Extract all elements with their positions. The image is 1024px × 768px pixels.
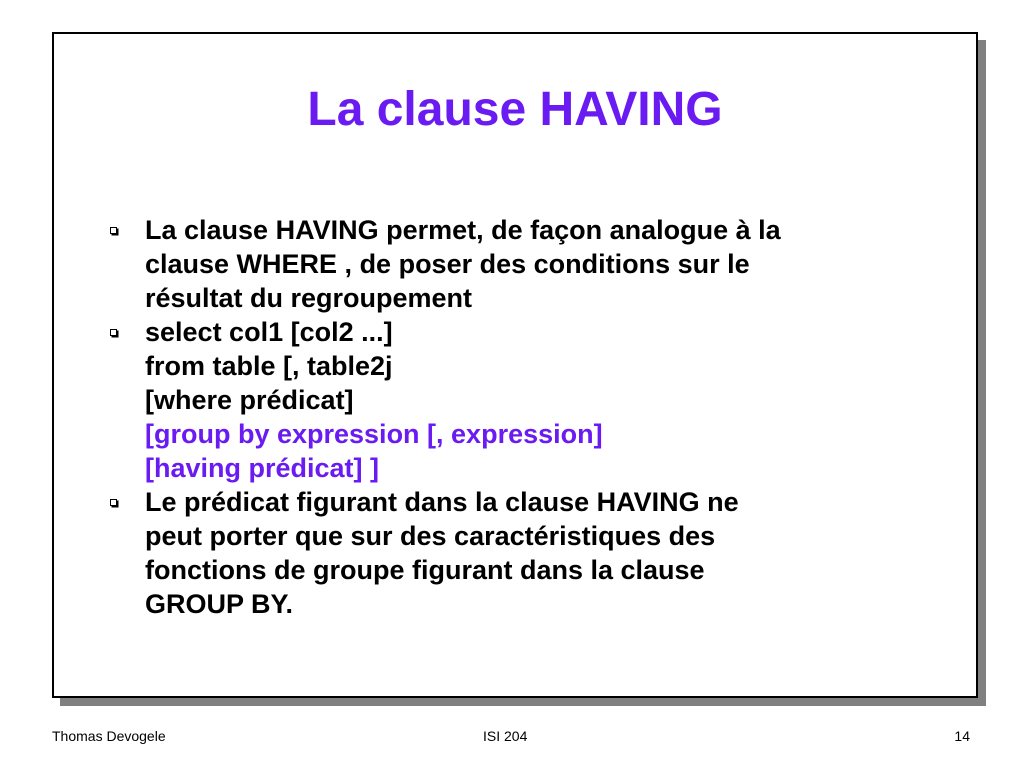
square-bullet-icon <box>110 227 117 234</box>
square-bullet-icon <box>110 329 117 336</box>
slide-title: La clause HAVING <box>307 83 723 136</box>
bullet-item <box>110 485 960 621</box>
bullet-line: [group by expression [, expression] <box>145 419 603 449</box>
bullet-item <box>110 315 960 485</box>
footer-course: ISI 204 <box>483 728 528 744</box>
bullet-line: [where prédicat] <box>145 385 354 415</box>
bullet-line: clause WHERE , de poser des conditions sur le <box>145 249 750 279</box>
bullet-line: from table [, table2j <box>145 351 393 381</box>
footer-author: Thomas Devogele <box>52 728 166 744</box>
bullet-line: peut porter que sur des caractéristiques des <box>145 521 716 551</box>
bullet-line: fonctions de groupe figurant dans la clause <box>145 555 705 585</box>
bullet-list <box>110 213 960 621</box>
bullet-line: GROUP BY. <box>145 589 294 619</box>
slide-frame <box>52 32 978 698</box>
bullet-line: [having prédicat] ] <box>145 453 380 483</box>
bullet-line: La clause HAVING permet, de façon analogue à la <box>145 215 781 245</box>
square-bullet-icon <box>110 499 117 506</box>
bullet-line: select col1 [col2 ...] <box>145 317 393 347</box>
bullet-line: Le prédicat figurant dans la clause HAVING ne <box>145 487 739 517</box>
bullet-item <box>110 213 960 315</box>
page-number: 14 <box>954 728 970 744</box>
bullet-line: résultat du regroupement <box>145 283 473 313</box>
